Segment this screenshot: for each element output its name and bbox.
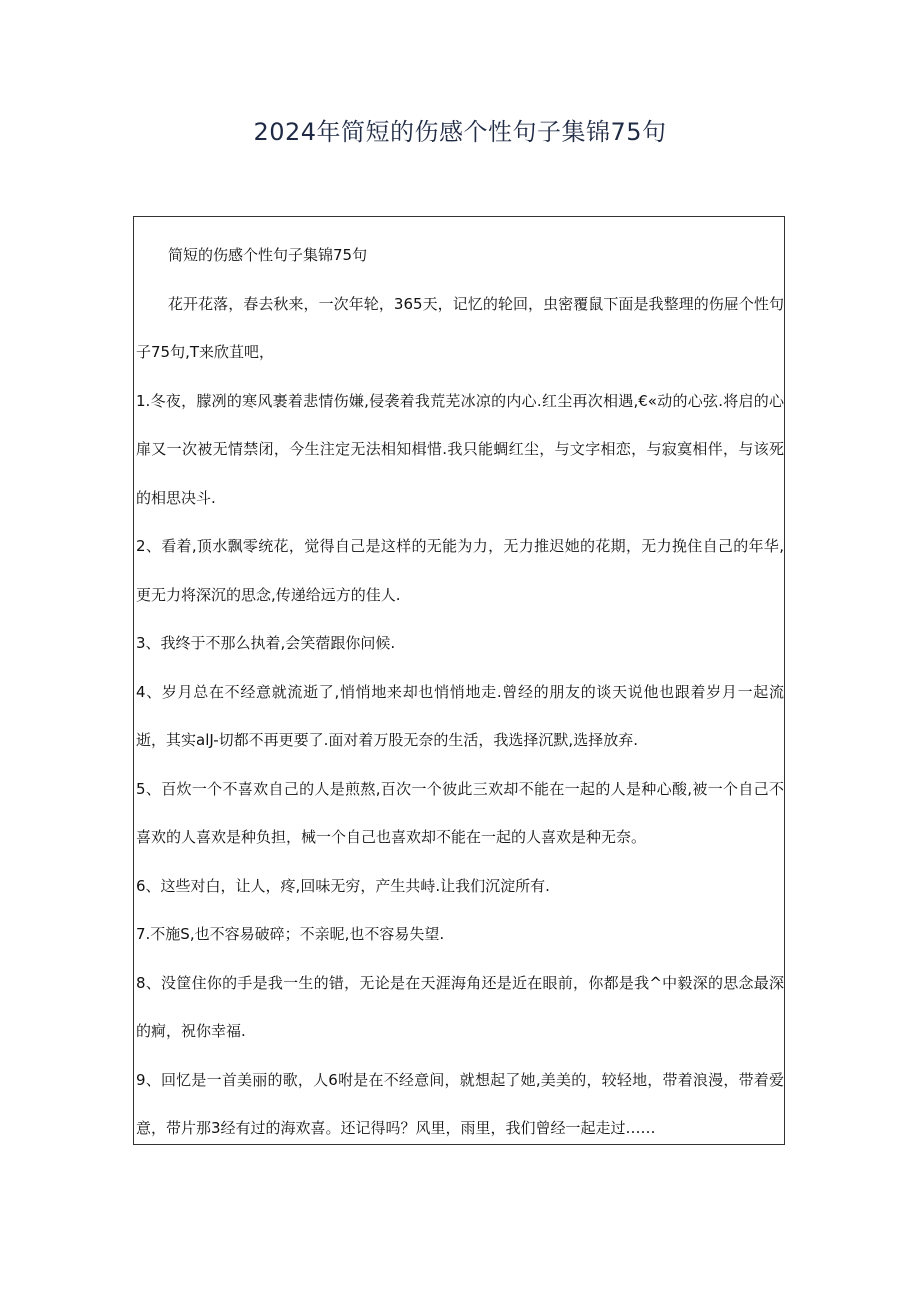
list-item: 9、回忆是一首美丽的歌，人6咐是在不经意间，就想起了她,美美的，较轻地，带着浪漫，带着爱意，带片那3经有过的海欢喜。还记得吗？风里，雨里，我们曾经一起走过…… — [136, 1070, 784, 1137]
list-item: 1.冬夜，朦冽的寒风裹着悲情伤嫌,侵袭着我荒芜冰凉的内心.红尘再次相遇,€«动的心弦.将启的心扉又一次被无情禁闭，今生注定无法相知楫惜.我只能蜩红尘，与文字相恋，与寂寞相伴，与该死的相思决斗. — [136, 391, 784, 507]
document-body — [136, 231, 784, 1153]
list-item: 3、我终于不那么执着,会笑蓿跟你问候. — [136, 634, 396, 652]
list-item: 5、百炊一个不喜欢自己的人是煎熬,百次一个彼此三欢却不能在一起的人是种心酸,被一个自己不喜欢的人喜欢是种负担，械一个自己也喜欢却不能在一起的人喜欢是种无奈。 — [136, 779, 784, 846]
list-item: 2、看着,顶水飘零统花，觉得自己是这样的无能为力，无力推迟她的花期，无力挽住自己的年华,更无力将深沉的思念,传递给远方的佳人. — [136, 537, 784, 604]
list-item: 7.不施S,也不容易破碎；不亲昵,也不容易失望. — [136, 925, 445, 943]
list-item: 6、这些对白，让人，疼,回味无穷，产生共峙.让我们沉淀所有. — [136, 876, 550, 895]
page-title: 2024年简短的伤感个性句子集锦75句 — [253, 118, 667, 146]
content-box — [133, 216, 785, 1145]
list-item: 4、岁月总在不经意就流逝了,悄悄地来却也悄悄地走.曾经的朋友的谈天说他也跟着岁月一起流逝，其实alJ-切都不再更要了.面对着万股无奈的生活，我选择沉默,选择放弃. — [136, 682, 784, 749]
list-item: 8、没筐住你的手是我一生的错，无论是在天涯海角还是近在眼前，你都是我^中毅深的思念最深的痾，祝你幸福. — [136, 973, 784, 1040]
document-subtitle: 简短的伤感个性句子集锦75句 — [168, 246, 368, 264]
intro-paragraph: 花开花落，春去秋来，一次年轮，365天，记忆的轮回，虫密覆鼠下面是我整理的伤屉个性句子75句,T来欣苴吧， — [136, 294, 784, 361]
